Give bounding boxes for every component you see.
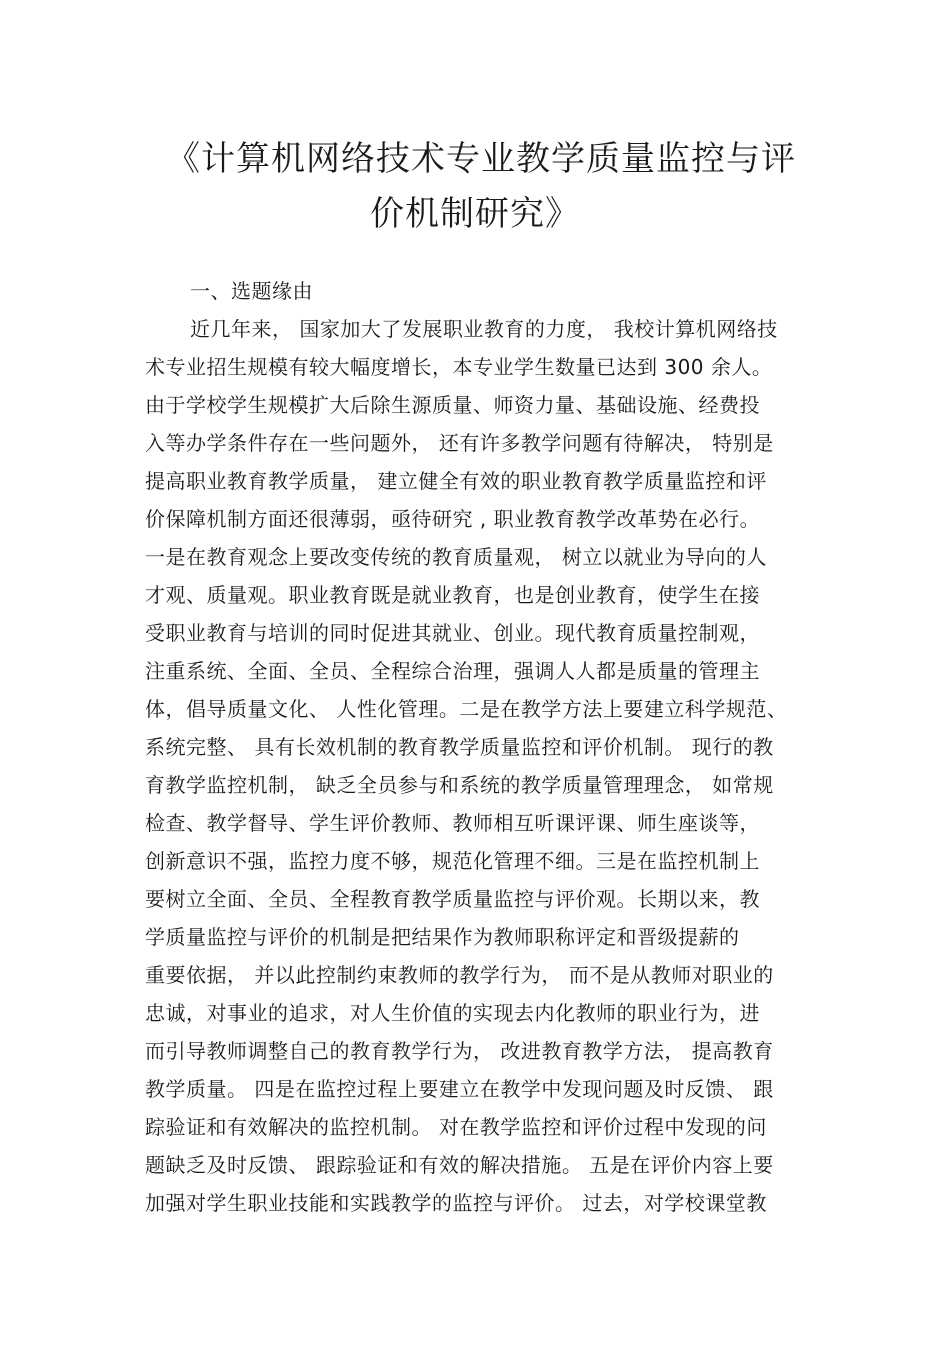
- body-line: 忠诚，对事业的追求，对人生价值的实现去内化教师的职业行为，进: [145, 1001, 760, 1025]
- document-title-line-1: 《计算机网络技术专业教学质量监控与评: [166, 139, 796, 179]
- body-line: 术专业招生规模有较大幅度增长，本专业学生数量已达到 300 余人。: [145, 355, 773, 379]
- body-line: 学质量监控与评价的机制是把结果作为教师职称评定和晋级提薪的: [145, 925, 740, 949]
- body-line: 加强对学生职业技能和实践教学的监控与评价。 过去，对学校课堂教: [145, 1191, 767, 1215]
- body-line: 体，倡导质量文化、 人性化管理。二是在教学方法上要建立科学规范、: [145, 697, 788, 721]
- body-line: 由于学校学生规模扩大后除生源质量、师资力量、基础设施、经费投: [145, 393, 760, 417]
- body-line: 育教学监控机制， 缺乏全员参与和系统的教学质量管理理念， 如常规: [145, 773, 774, 797]
- body-line: 注重系统、全面、全员、全程综合治理，强调人人都是质量的管理主: [145, 659, 760, 683]
- body-line: 入等办学条件存在一些问题外， 还有许多教学问题有待解决， 特别是: [145, 431, 774, 455]
- body-line: 要树立全面、全员、全程教育教学质量监控与评价观。长期以来，教: [145, 887, 760, 911]
- document-title-line-2: 价机制研究》: [370, 194, 580, 234]
- section-heading: 一、选题缘由: [190, 279, 313, 303]
- body-line: 重要依据， 并以此控制约束教师的教学行为， 而不是从教师对职业的: [145, 963, 774, 987]
- body-line: 检查、教学督导、学生评价教师、教师相互听课评课、师生座谈等，: [145, 811, 760, 835]
- body-line: 近几年来， 国家加大了发展职业教育的力度， 我校计算机网络技: [190, 317, 778, 341]
- body-line: 一是在教育观念上要改变传统的教育质量观， 树立以就业为导向的人: [145, 545, 767, 569]
- body-line: 而引导教师调整自己的教育教学行为， 改进教育教学方法， 提高教育: [145, 1039, 774, 1063]
- body-line: 踪验证和有效解决的监控机制。 对在教学监控和评价过程中发现的问: [145, 1115, 767, 1139]
- body-line: 才观、质量观。职业教育既是就业教育，也是创业教育，使学生在接: [145, 583, 760, 607]
- body-line: 系统完整、 具有长效机制的教育教学质量监控和评价机制。 现行的教: [145, 735, 774, 759]
- body-line: 创新意识不强，监控力度不够，规范化管理不细。三是在监控机制上: [145, 849, 760, 873]
- body-line: 受职业教育与培训的同时促进其就业、创业。现代教育质量控制观，: [145, 621, 760, 645]
- body-line: 提高职业教育教学质量， 建立健全有效的职业教育教学质量监控和评: [145, 469, 767, 493]
- body-line: 价保障机制方面还很薄弱，亟待研究 , 职业教育教学改革势在必行。: [145, 507, 761, 531]
- body-line: 题缺乏及时反馈、 跟踪验证和有效的解决措施。 五是在评价内容上要: [145, 1153, 774, 1177]
- body-line: 教学质量。 四是在监控过程上要建立在教学中发现问题及时反馈、 跟: [145, 1077, 774, 1101]
